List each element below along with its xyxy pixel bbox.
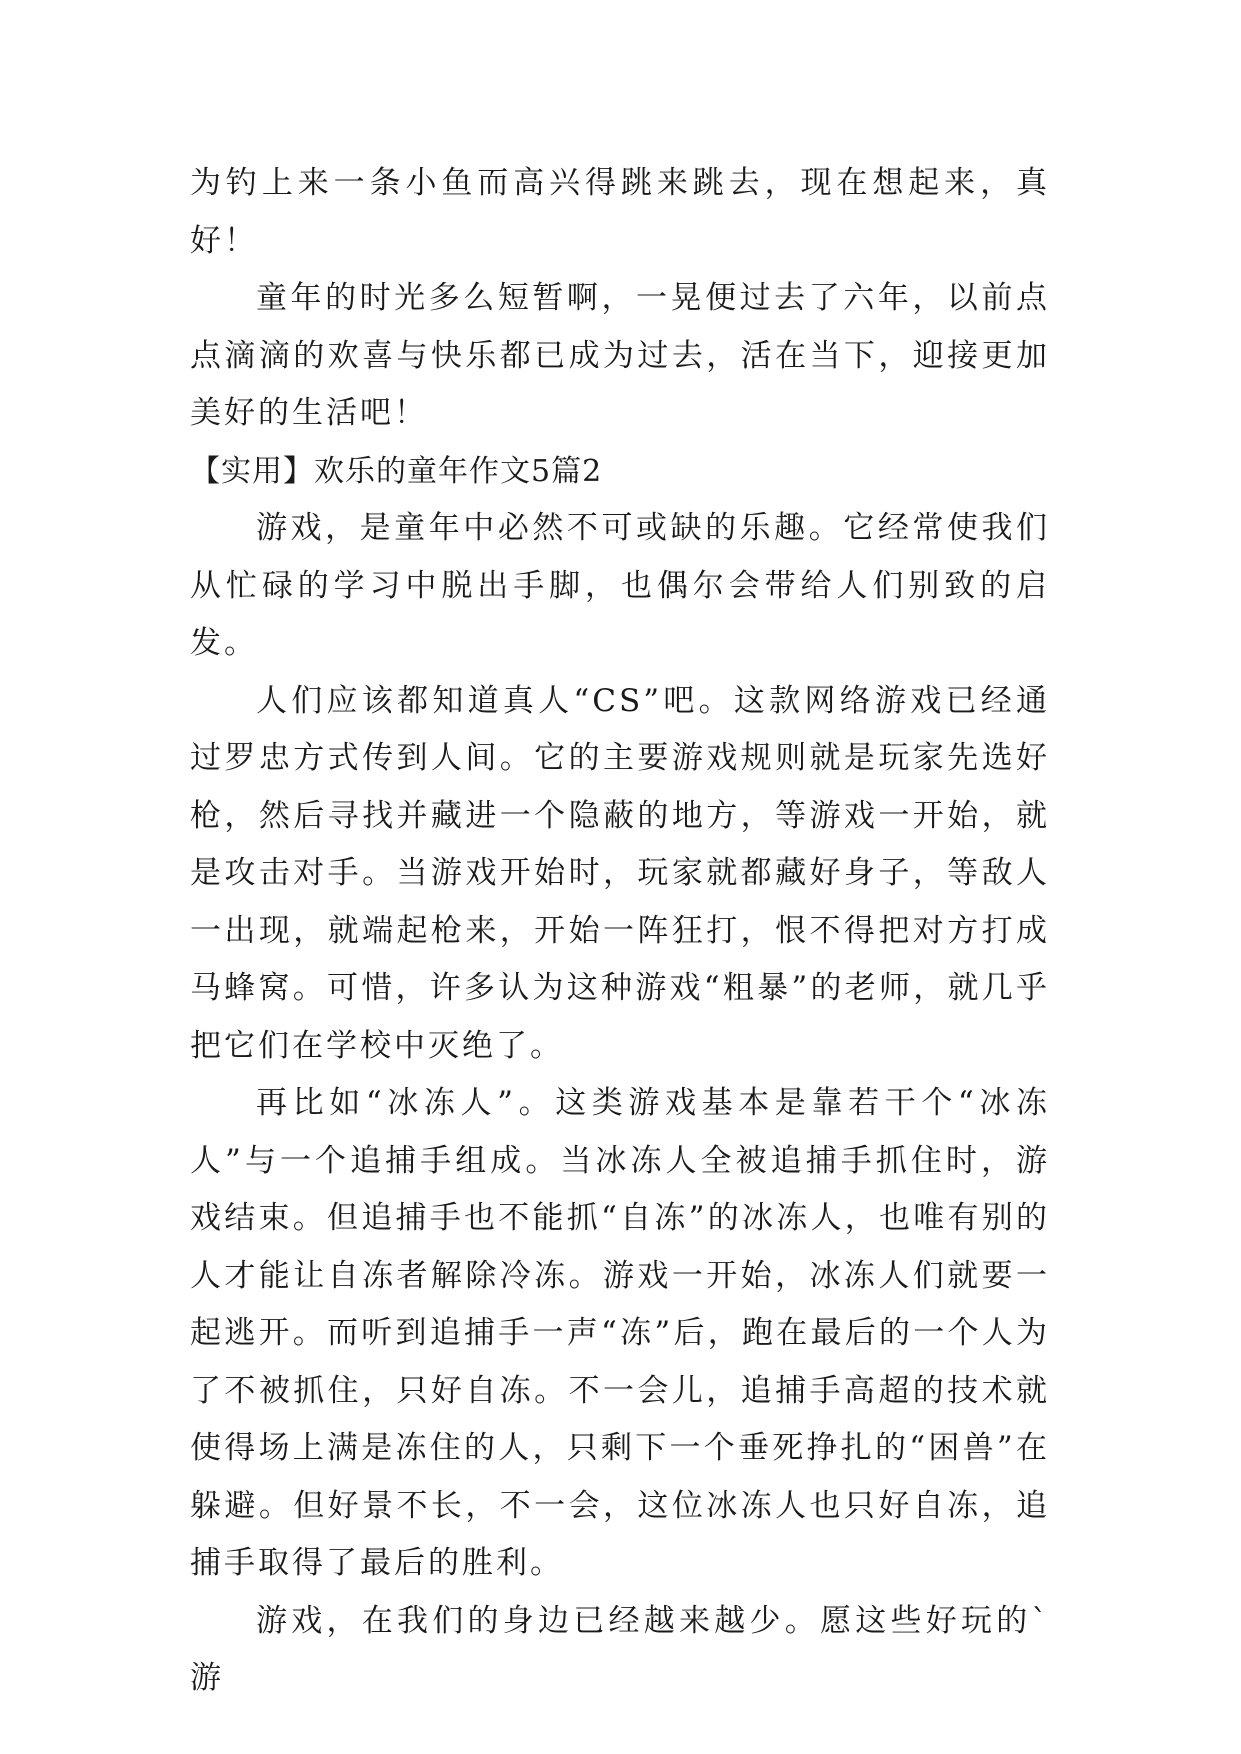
paragraph: 为钓上来一条小鱼而高兴得跳来跳去，现在想起来，真好！ xyxy=(190,165,1050,259)
section-heading: 【实用】欢乐的童年作文5篇2 xyxy=(190,453,603,489)
paragraph: 人们应该都知道真人“CS”吧。这款网络游戏已经通过罗忠方式传到人间。它的主要游戏规则就是玩家先选好枪，然后寻找并藏进一个隐蔽的地方，等游戏一开始，就是攻击对手。当游戏开始时，玩家就都藏好身子，等敌人一出现，就端起枪来，开始一阵狂打，恨不得把对方打成马蜂窝。可惜，许多认为这种游戏“粗暴”的老师，就几乎把它们在学校中灭绝了。 xyxy=(190,682,1050,1064)
paragraph: 童年的时光多么短暂啊，一晃便过去了六年，以前点点滴滴的欢喜与快乐都已成为过去，活在当下，迎接更加美好的生活吧！ xyxy=(190,280,1050,431)
paragraph: 游戏，在我们的身边已经越来越少。愿这些好玩的`游 xyxy=(190,1602,1050,1696)
paragraph: 再比如“冰冻人”。这类游戏基本是靠若干个“冰冻人”与一个追捕手组成。当冰冻人全被追捕手抓住时，游戏结束。但追捕手也不能抓“自冻”的冰冻人，也唯有别的人才能让自冻者解除冷冻。游戏一开始，冰冻人们就要一起逃开。而听到追捕手一声“冻”后，跑在最后的一个人为了不被抓住，只好自冻。不一会儿，追捕手高超的技术就使得场上满是冻住的人，只剩下一个垂死挣扎的“困兽”在躲避。但好景不长，不一会，这位冰冻人也只好自冻，追捕手取得了最后的胜利。 xyxy=(190,1085,1050,1581)
document-body xyxy=(190,155,1050,1708)
paragraph: 游戏，是童年中必然不可或缺的乐趣。它经常使我们从忙碌的学习中脱出手脚，也偶尔会带给人们别致的启发。 xyxy=(190,510,1050,661)
